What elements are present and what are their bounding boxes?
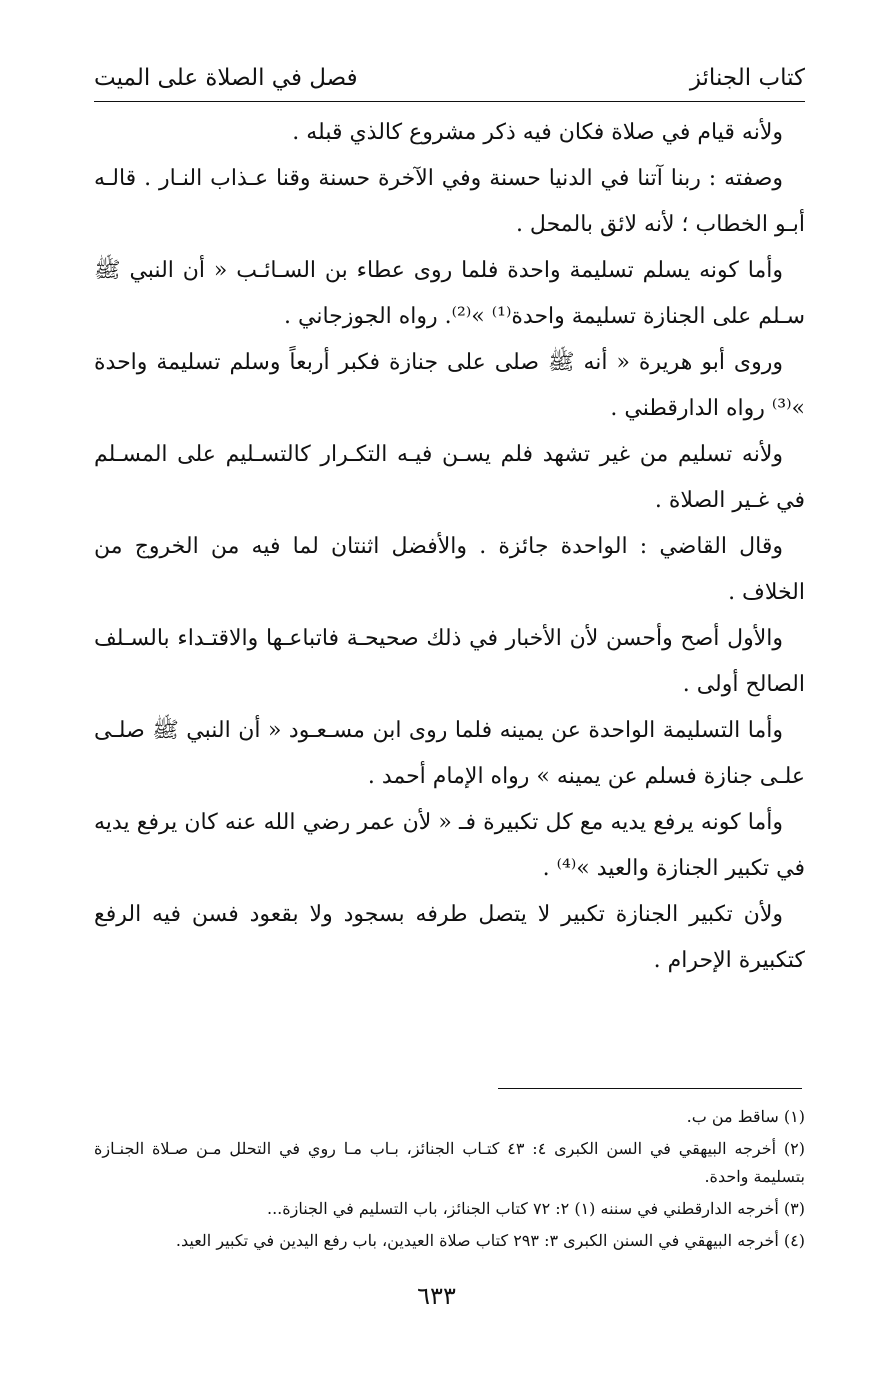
- paragraph: وأما كونه يسلم تسليمة واحدة فلما روى عطاء بن السـائـب « أن النبي ﷺ سـلم على الجنازة تسليمة واحدة⁽¹⁾ »⁽²⁾. رواه الجوزجاني .: [94, 258, 805, 329]
- footnotes: [94, 1103, 805, 1259]
- paragraph: والأول أصح وأحسن لأن الأخبار في ذلك صحيحـة فاتباعـها والاقتـداء بالسـلف الصالح أولى .: [94, 626, 805, 697]
- paragraph: وأما التسليمة الواحدة عن يمينه فلما روى ابن مسـعـود « أن النبي ﷺ صلـى علـى جنازة فسلم عن يمينه » رواه الإمام أحمد .: [94, 718, 805, 789]
- footnote-separator: [498, 1088, 802, 1089]
- section-title: فصل في الصلاة على الميت: [94, 65, 358, 91]
- chapter-title: كتاب الجنائز: [689, 65, 805, 91]
- paragraph: وأما كونه يرفع يديه مع كل تكبيرة فـ « لأن عمر رضي الله عنه كان يرفع يديه في تكبير الجنازة والعيد »⁽⁴⁾ .: [94, 810, 805, 881]
- paragraph: ولأن تكبير الجنازة تكبير لا يتصل طرفه بسجود ولا بقعود فسن فيه الرفع كتكبيرة الإحرام .: [94, 902, 805, 973]
- page-number: ٦٣٣: [417, 1282, 456, 1310]
- paragraph: ولأنه تسليم من غير تشهد فلم يسـن فيـه التكـرار كالتسـليم على المسـلم في غـير الصلاة .: [94, 442, 805, 513]
- header-rule: [94, 101, 805, 102]
- paragraph: وصفته : ربنا آتنا في الدنيا حسنة وفي الآخرة حسنة وقنا عـذاب النـار . قالـه أبـو الخطاب ؛ لأنه لائق بالمحل .: [94, 166, 805, 237]
- footnote: (١) ساقط من ب.: [686, 1107, 805, 1126]
- footnote: (٣) أخرجه الدارقطني في سننه (١) ٢: ٧٢ كتاب الجنائز، باب التسليم في الجنازة...: [266, 1199, 805, 1218]
- paragraph: وقال القاضي : الواحدة جائزة . والأفضل اثنتان لما فيه من الخروج من الخلاف .: [94, 534, 805, 605]
- paragraph: ولأنه قيام في صلاة فكان فيه ذكر مشروع كالذي قبله .: [292, 120, 783, 145]
- footnote: (٢) أخرجه البيهقي في السن الكبرى ٤: ٤٣ كتـاب الجنائز، بـاب مـا روي في التحلل مـن صـلاة الجنـازة بتسليمة واحدة.: [94, 1139, 806, 1186]
- paragraph: وروى أبو هريرة « أنه ﷺ صلى على جنازة فكبر أربعاً وسلم تسليمة واحدة »⁽³⁾ رواه الدارقطني .: [94, 350, 805, 421]
- body-text: [94, 110, 805, 984]
- footnote: (٤) أخرجه البيهقي في السنن الكبرى ٣: ٢٩٣ كتاب صلاة العيدين، باب رفع اليدين في تكبير العيد.: [175, 1231, 805, 1250]
- running-header: [94, 58, 805, 98]
